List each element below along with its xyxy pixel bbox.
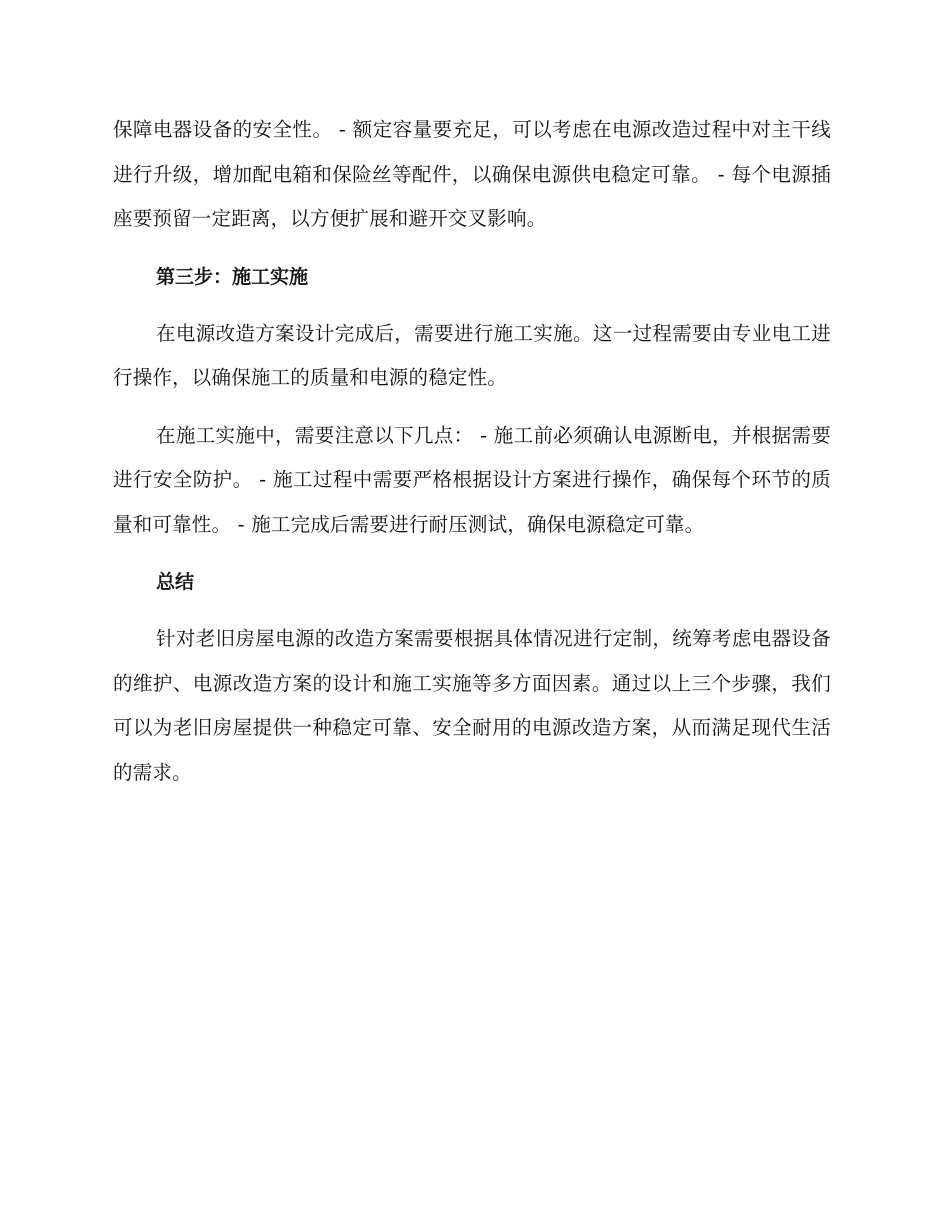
paragraph-safety-continuation: 保障电器设备的安全性。 - 额定容量要充足，可以考虑在电源改造过程中对主干线进行升级，增加配电箱和保险丝等配件，以确保电源供电稳定可靠。 - 每个电源插座要预留一定距离，以方便扩展和避开交叉影响。: [113, 118, 831, 230]
paragraph-construction-intro: 在电源改造方案设计完成后，需要进行施工实施。这一过程需要由专业电工进行操作，以确保施工的质量和电源的稳定性。: [113, 321, 831, 389]
section-heading-summary: 总结: [156, 571, 195, 593]
document-page: [113, 108, 831, 808]
section-heading-step-three: 第三步：施工实施: [156, 265, 309, 288]
paragraph-construction-notes: 在施工实施中，需要注意以下几点： - 施工前必须确认电源断电，并根据需要进行安全防护。 - 施工过程中需要严格根据设计方案进行操作，确保每个环节的质量和可靠性。 - 施工完成后需要进行耐压测试，确保电源稳定可靠。: [113, 423, 831, 536]
paragraph-summary: 针对老旧房屋电源的改造方案需要根据具体情况进行定制，统筹考虑电器设备的维护、电源改造方案的设计和施工实施等多方面因素。通过以上三个步骤，我们可以为老旧房屋提供一种稳定可靠、安全耐用的电源改造方案，从而满足现代生活的需求。: [113, 627, 831, 784]
